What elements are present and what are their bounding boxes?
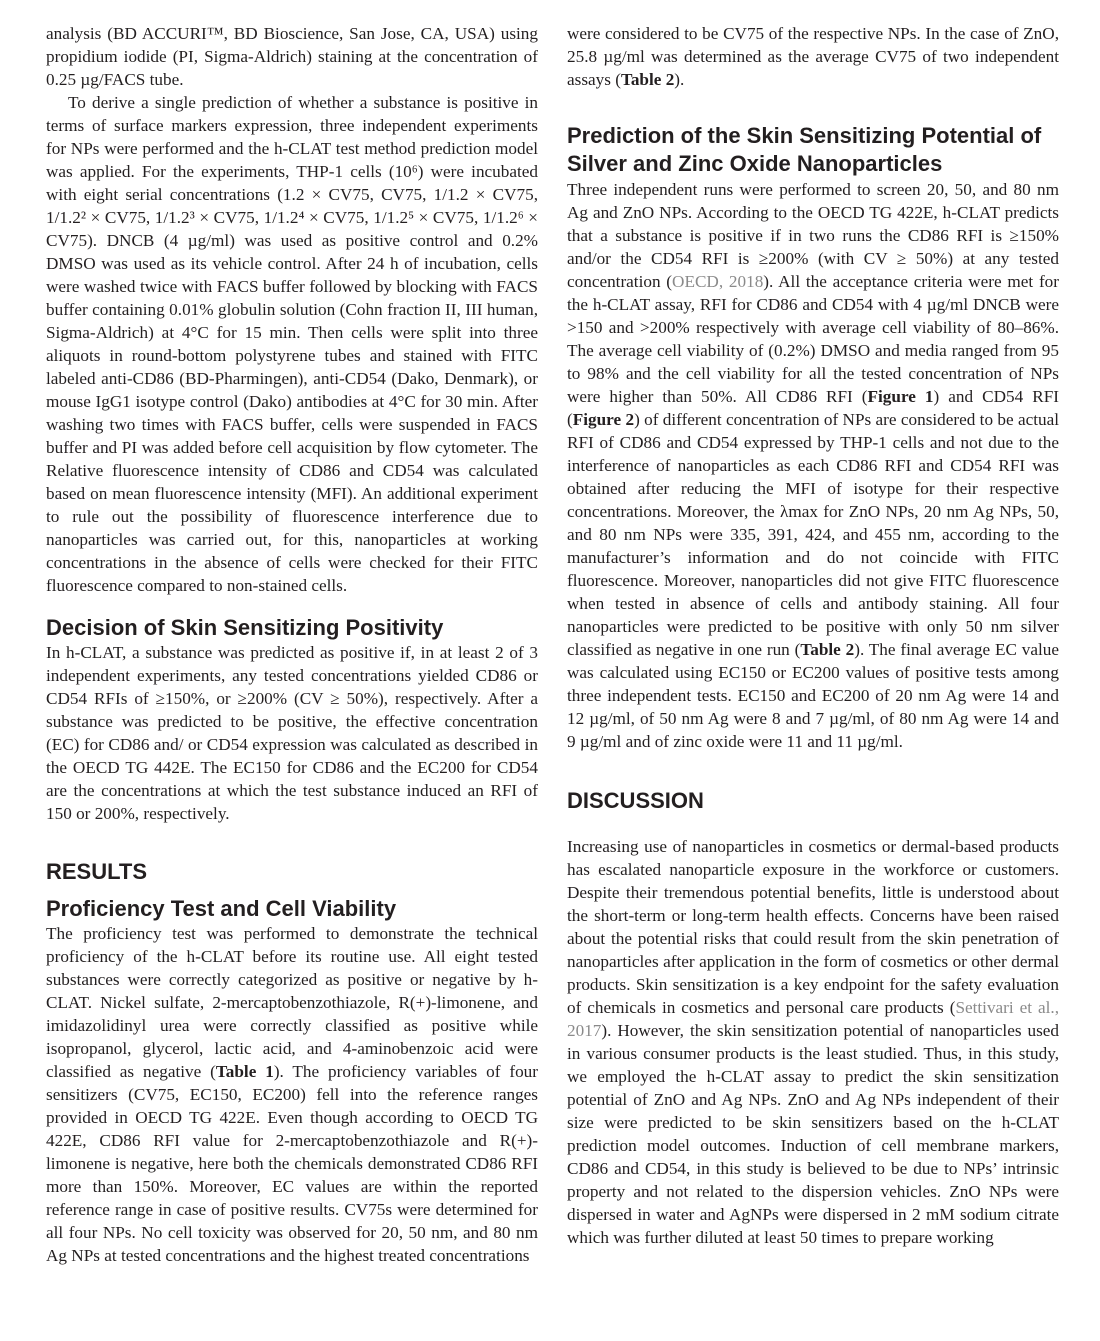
discussion-heading: DISCUSSION (567, 788, 704, 813)
table-1-link[interactable]: Table 1 (215, 1062, 274, 1081)
discussion-paragraph: Increasing use of nanoparticles in cosmetics or dermal-based products has escalated nanoparticle exposure in the workforce or customers. Despite their tremendous potential benefits, little is understood about the short-term or long-term health effects. Concerns have been raised about the potential risks that could result from the skin penetration of nanoparticles after application in the form of cosmetics or other dermal products. Skin sensitization is a key endpoint for the safety evaluation of chemicals in cosmetics and personal care products (Settivari et al., 2017). However, the skin sensitization potential of nanoparticles used in various consumer products is the least studied. Thus, in this study, we employed the h-CLAT assay to predict the skin sensitization potential of ZnO and Ag NPs. ZnO and Ag NPs independent of their size were predicted to be skin sensitizers based on the h-CLAT prediction model outcomes. Induction of cell membrane markers, CD86 and CD54, in this study is believed to be due to NPs’ intrinsic property and not related to the dispersion vehicles. ZnO NPs were dispersed in water and AgNPs were dispersed in 2 mM sodium citrate which was further diluted at least 50 times to prepare working (567, 837, 1059, 1247)
decision-paragraph: In h-CLAT, a substance was predicted as positive if, in at least 2 of 3 independent experiments, any tested concentrations yielded CD86 or CD54 RFIs of ≥150%, or ≥200% (CV ≥ 50%), respectively. After a substance was predicted to be positive, the effective concentration (EC) for CD86 and/ or CD54 expression was calculated as described in the OECD TG 442E. The EC150 for CD86 and the EC200 for CD54 are the concentrations at which the test substance induced an RFI of 150 or 200%, respectively. (46, 643, 538, 823)
figure-1-link[interactable]: Figure 1 (867, 387, 934, 406)
proficiency-heading: Proficiency Test and Cell Viability (46, 896, 397, 921)
prediction-paragraph: Three independent runs were performed to screen 20, 50, and 80 nm Ag and ZnO NPs. According to the OECD TG 422E, h-CLAT predicts that a substance is positive if in two runs the CD86 RFI is ≥150% and/or the CD54 RFI is ≥200% (with CV ≥ 50%) at any tested concentration (OECD, 2018). All the acceptance criteria were met for the h-CLAT assay, RFI for CD86 and CD54 with 4 µg/ml DNCB were >150 and >200% respectively with average cell viability of 80–86%. The average cell viability of (0.2%) DMSO and media ranged from 95 to 98% and the cell viability for all the tested concentration of NPs were higher than 50%. All CD86 RFI (Figure 1) and CD54 RFI (Figure 2) of different concentration of NPs are considered to be actual RFI of CD86 and CD54 expressed by THP-1 cells and not due to the interference of nanoparticles as each CD86 RFI and CD54 RFI was obtained after reducing the MFI of isotype for their respective concentrations. Moreover, the λmax for ZnO NPs, 20 nm Ag NPs, 50, and 80 nm NPs were 335, 391, 424, and 455 nm, according to the manufacturer’s information and do not coincide with FITC fluorescence. Moreover, nanoparticles did not give FITC fluorescence when tested in absence of cells and antibody staining. All four nanoparticles were predicted to be positive with only 50 nm silver classified as negative in one run (Table 2). The final average EC value was calculated using EC150 or EC200 values of positive tests among three independent tests. EC150 and EC200 of 20 nm Ag were 14 and 12 µg/ml, of 50 nm Ag were 8 and 7 µg/ml, of 80 nm Ag were 14 and 9 µg/ml and of zinc oxide were 11 and 11 µg/ml. (567, 180, 1060, 751)
cv75-paragraph: were considered to be CV75 of the respective NPs. In the case of ZnO, 25.8 µg/ml was determined as the average CV75 of two independent assays (Table 2). (567, 24, 1059, 89)
table-2-link[interactable]: Table 2 (620, 70, 675, 89)
left-column (46, 22, 538, 1267)
table-2-link-second[interactable]: Table 2 (800, 640, 855, 659)
results-heading: RESULTS (46, 859, 148, 884)
decision-heading: Decision of Skin Sensitizing Positivity (46, 615, 444, 640)
proficiency-paragraph: The proficiency test was performed to demonstrate the technical proficiency of the h-CLAT before its routine use. All eight tested substances were correctly categorized as positive or negative by h-CLAT. Nickel sulfate, 2-mercaptobenzothiazole, R(+)-limonene, and imidazolidinyl urea were correctly classified as positive while isopropanol, glycerol, lactic acid, and 4-aminobenzoic acid were classified as negative (Table 1). The proficiency variables of four sensitizers (CV75, EC150, EC200) fell into the reference ranges provided in OECD TG 422E. Even though according to OECD TG 422E, CD86 RFI value for 2-mercaptobenzothiazole and R(+)-limonene is negative, here both the chemicals demonstrated CD86 RFI more than 150%. Moreover, EC values are within the reported reference range in case of positive results. CV75s were determined for all four NPs. No cell toxicity was observed for 20, 50 nm, and 80 nm Ag NPs at tested concentrations and the highest treated concentrations (46, 924, 538, 1265)
methods-paragraph-end: analysis (BD ACCURI™, BD Bioscience, San Jose, CA, USA) using propidium iodide (PI, Sigma-Aldrich) staining at the concentration of 0.25 µg/FACS tube. (46, 24, 538, 89)
prediction-heading: Prediction of the Skin Sensitizing Potential of Silver and Zinc Oxide Nanoparticles (567, 123, 1042, 176)
oecd-citation-link[interactable]: OECD, 2018 (672, 272, 764, 291)
figure-2-link[interactable]: Figure 2 (572, 410, 635, 429)
settivari-citation-link[interactable]: Settivari et al., 2017 (567, 998, 1059, 1040)
right-column (567, 22, 1059, 1249)
prediction-model-paragraph: To derive a single prediction of whether a substance is positive in terms of surface markers expression, three independent experiments for NPs were performed and the h-CLAT test method prediction model was applied. For the experiments, THP-1 cells (10⁶) were incubated with eight serial concentrations (1.2 × CV75, CV75, 1/1.2 × CV75, 1/1.2² × CV75, 1/1.2³ × CV75, 1/1.2⁴ × CV75, 1/1.2⁵ × CV75, 1/1.2⁶ × CV75). DNCB (4 µg/ml) was used as positive control and 0.2% DMSO was used as its vehicle control. After 24 h of incubation, cells were washed twice with FACS buffer followed by blocking with FACS buffer containing 0.01% globulin solution (Cohn fraction II, III human, Sigma-Aldrich) at 4°C for 15 min. Then cells were split into three aliquots in round-bottom polystyrene tubes and stained with FITC labeled anti-CD86 (BD-Pharmingen), anti-CD54 (Dako, Denmark), or mouse IgG1 isotype control (Dako) antibodies at 4°C for 30 min. After washing two times with FACS buffer, cells were suspended in FACS buffer and PI was added before cell acquisition by flow cytometer. The Relative fluorescence intensity of CD86 and CD54 was calculated based on mean fluorescence intensity (MFI). An additional experiment to rule out the possibility of fluorescence interference due to nanoparticles was carried out, for this, nanoparticles at working concentrations in the absence of cells were checked for their FITC fluorescence compared to non-stained cells. (46, 93, 538, 595)
